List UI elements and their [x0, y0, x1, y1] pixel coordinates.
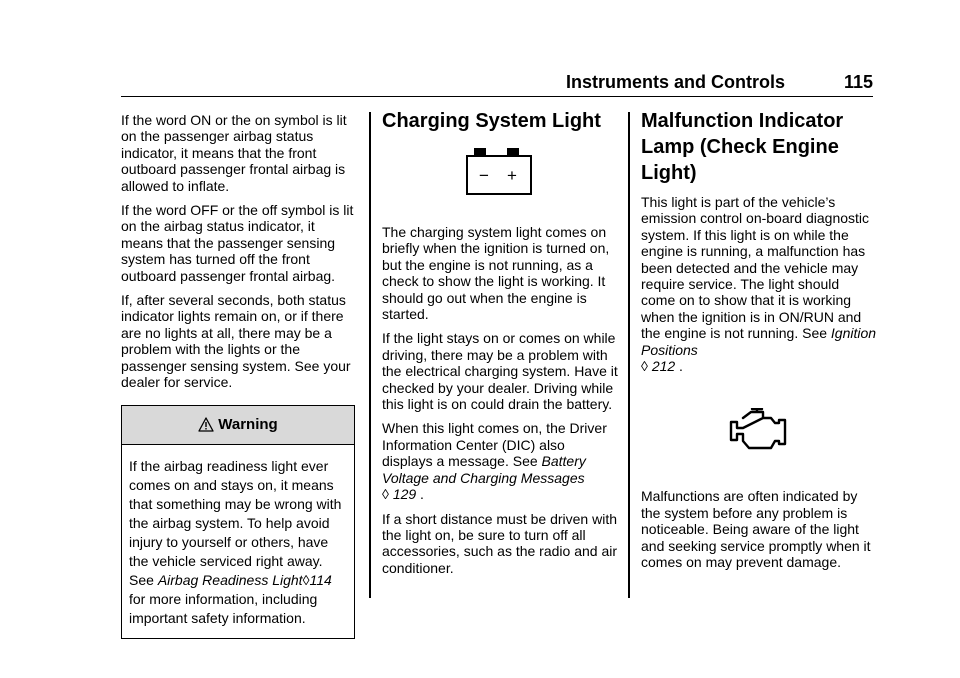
- ref-page[interactable]: 114: [309, 571, 332, 588]
- page-header: [121, 70, 873, 97]
- warning-box: [121, 405, 355, 639]
- warning-header: [122, 406, 354, 445]
- paragraph: This light is part of the vehicle’s emission control on-board diagnostic system. If this light is on while the engine is running, a malfunction has been detected and the vehicle may require service. The light should come on to show that it is working when the ignition is in ON/RUN and the engine is not running. See Ignition Positions ◊ 212 .: [641, 194, 877, 375]
- check-engine-icon: [727, 408, 791, 454]
- ref-page[interactable]: 212: [651, 358, 676, 375]
- column-1: [121, 112, 357, 639]
- section-title: Instruments and Controls: [565, 72, 785, 92]
- paragraph: If the word OFF or the off symbol is lit on the airbag status indicator, it means that the passenger sensing system has turned off the front outboard passenger frontal airbag.: [121, 202, 354, 284]
- warning-title: Warning: [218, 416, 278, 433]
- warning-text: If the airbag readiness light ever comes on and stays on, it means that something may be wrong with the airbag system. To help avoid injury to yourself or others, have the vehicle serviced right away. See Airbag Readiness Light◊114 for more information, including important safety information.: [129, 457, 342, 626]
- battery-icon: [465, 148, 535, 200]
- paragraph: If the light stays on or comes on while driving, there may be a problem with the electrical charging system. Have it checked by your dealer. Driving while this light is on could drain the battery.: [382, 330, 618, 413]
- column-divider: [369, 112, 371, 598]
- warning-triangle-icon: [198, 417, 214, 432]
- paragraph: Malfunctions are often indicated by the system before any problem is noticeable. Being aware of the light and seeking service promptly when it comes on may prevent damage.: [641, 488, 871, 571]
- column-3: [641, 112, 877, 579]
- section-heading: Malfunction Indicator Lamp (Check Engine Light): [641, 110, 844, 184]
- ref-page[interactable]: 129: [392, 486, 417, 503]
- cross-reference-link[interactable]: Airbag Readiness Light: [157, 571, 303, 588]
- warning-body: [122, 445, 354, 638]
- engine-icon-wrap: [641, 408, 877, 454]
- cross-reference-link[interactable]: Battery Voltage and Charging Messages: [382, 453, 586, 486]
- battery-icon-wrap: [382, 148, 618, 200]
- paragraph: When this light comes on, the Driver Information Center (DIC) also displays a message. See Battery Voltage and Charging Messages ◊ 129 .: [382, 420, 607, 503]
- paragraph: The charging system light comes on briefly when the ignition is turned on, but the engine is not running, as a check to show the light is working. It should go out when the engine is started.: [382, 224, 610, 323]
- paragraph: If a short distance must be driven with the light on, be sure to turn off all accessories, such as the radio and air conditioner.: [382, 510, 618, 576]
- battery-plus: +: [507, 166, 517, 185]
- paragraph: If the word ON or the on symbol is lit on the passenger airbag status indicator, it means that the front outboard passenger frontal airbag is allowed to inflate.: [121, 112, 347, 194]
- page-number: 115: [843, 72, 873, 92]
- column-2: [382, 112, 618, 584]
- cross-reference-link[interactable]: Ignition Positions: [641, 325, 877, 358]
- column-divider: [628, 112, 630, 598]
- section-heading: Charging System Light: [382, 110, 601, 132]
- ref-symbol: ◊: [382, 486, 389, 503]
- battery-minus: −: [479, 166, 489, 185]
- ref-symbol: ◊: [641, 358, 648, 375]
- paragraph: If, after several seconds, both status indicator lights remain on, or if there are no lights at all, there may be a problem with the lights or the passenger sensing system. See your dealer for service.: [121, 292, 351, 391]
- ref-symbol: ◊: [302, 571, 310, 588]
